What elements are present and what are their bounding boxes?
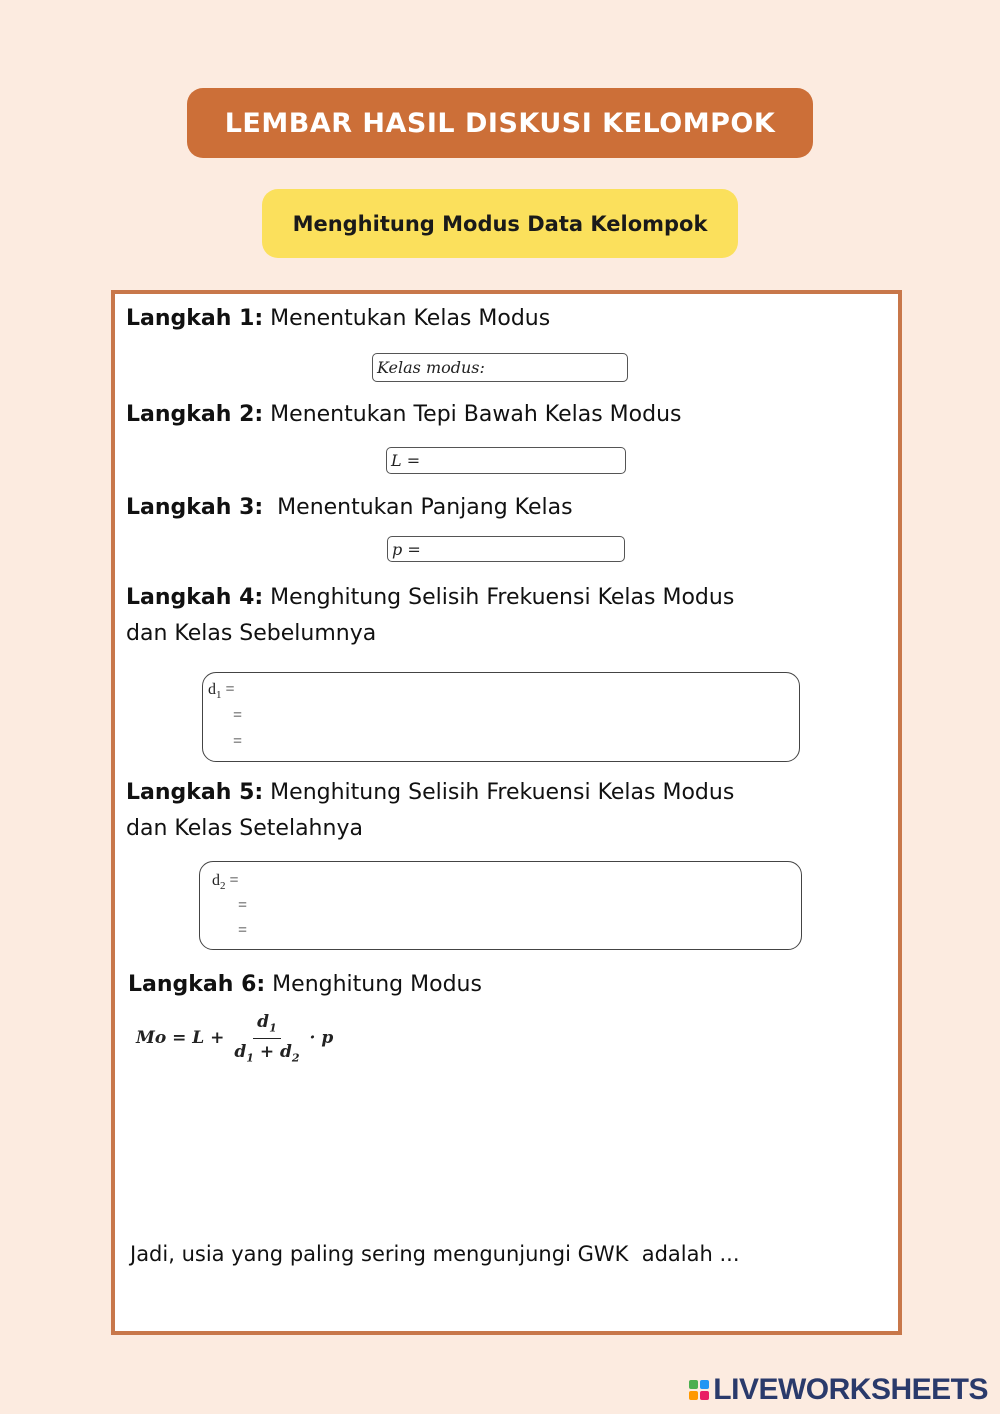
formula-lhs: Mo = L + <box>136 1028 225 1048</box>
conclusion-sentence: Jadi, usia yang paling sering mengunjungi GWK adalah ... <box>130 1242 740 1266</box>
step-1-heading <box>126 301 550 337</box>
subtitle-banner <box>262 189 738 258</box>
step-3-text: Menentukan Panjang Kelas <box>263 495 573 520</box>
d2-line-3: = <box>238 922 248 939</box>
worksheet-subtitle: Menghitung Modus Data Kelompok <box>292 211 708 236</box>
step-5-text: Menghitung Selisih Frekuensi Kelas Modus <box>263 780 735 805</box>
step-1-label: Langkah 1: <box>126 306 264 331</box>
watermark-text: LIVEWORKSHEETS <box>713 1373 988 1406</box>
formula-rhs: · p <box>309 1028 334 1048</box>
d1-line-3: = <box>233 733 243 750</box>
step-5-heading <box>126 775 734 847</box>
logo-square-i <box>700 1380 709 1389</box>
step-5-label: Langkah 5: <box>126 780 264 805</box>
d2-line-2: = <box>238 897 248 914</box>
step-2-label: Langkah 2: <box>126 402 264 427</box>
step-6-heading <box>128 967 482 1003</box>
panjang-kelas-label: p = <box>392 539 421 559</box>
step-4-heading <box>126 580 734 652</box>
tepi-bawah-label: L = <box>391 451 421 470</box>
formula-numerator: $d_1$ <box>253 1012 281 1038</box>
d2-line-1: $d_2$ = <box>212 872 239 893</box>
step-2-heading <box>126 397 681 433</box>
liveworksheets-watermark <box>689 1374 988 1406</box>
header-banner <box>187 88 813 158</box>
d1-line-1: $d_1$ = <box>208 681 235 702</box>
liveworksheets-logo-icon <box>689 1380 709 1400</box>
formula-fraction <box>230 1012 303 1064</box>
kelas-modus-label: Kelas modus: <box>377 358 485 377</box>
d1-calculation-box[interactable] <box>202 672 800 762</box>
kelas-modus-input[interactable] <box>372 353 628 382</box>
step-6-label: Langkah 6: <box>128 972 266 997</box>
conclusion-text <box>130 1242 740 1266</box>
step-1-text: Menentukan Kelas Modus <box>263 306 551 331</box>
formula-denominator: $d_1 + d_2$ <box>234 1041 300 1064</box>
step-3-label: Langkah 3: <box>126 495 264 520</box>
d2-calculation-box[interactable] <box>199 861 802 950</box>
logo-square-v <box>689 1391 698 1400</box>
panjang-kelas-input[interactable] <box>387 536 625 562</box>
modus-formula <box>136 1008 333 1068</box>
step-6-text: Menghitung Modus <box>265 972 482 997</box>
tepi-bawah-input[interactable] <box>386 447 626 474</box>
step-4-text: Menghitung Selisih Frekuensi Kelas Modus <box>263 585 735 610</box>
logo-square-l <box>689 1380 698 1389</box>
step-3-heading <box>126 490 573 526</box>
step-4-label: Langkah 4: <box>126 585 264 610</box>
step-5-text-line2: dan Kelas Setelahnya <box>126 816 363 841</box>
step-2-text: Menentukan Tepi Bawah Kelas Modus <box>263 402 682 427</box>
d1-line-2: = <box>233 707 243 724</box>
logo-square-e <box>700 1391 709 1400</box>
worksheet-title: LEMBAR HASIL DISKUSI KELOMPOK <box>224 107 776 139</box>
step-4-text-line2: dan Kelas Sebelumnya <box>126 621 377 646</box>
